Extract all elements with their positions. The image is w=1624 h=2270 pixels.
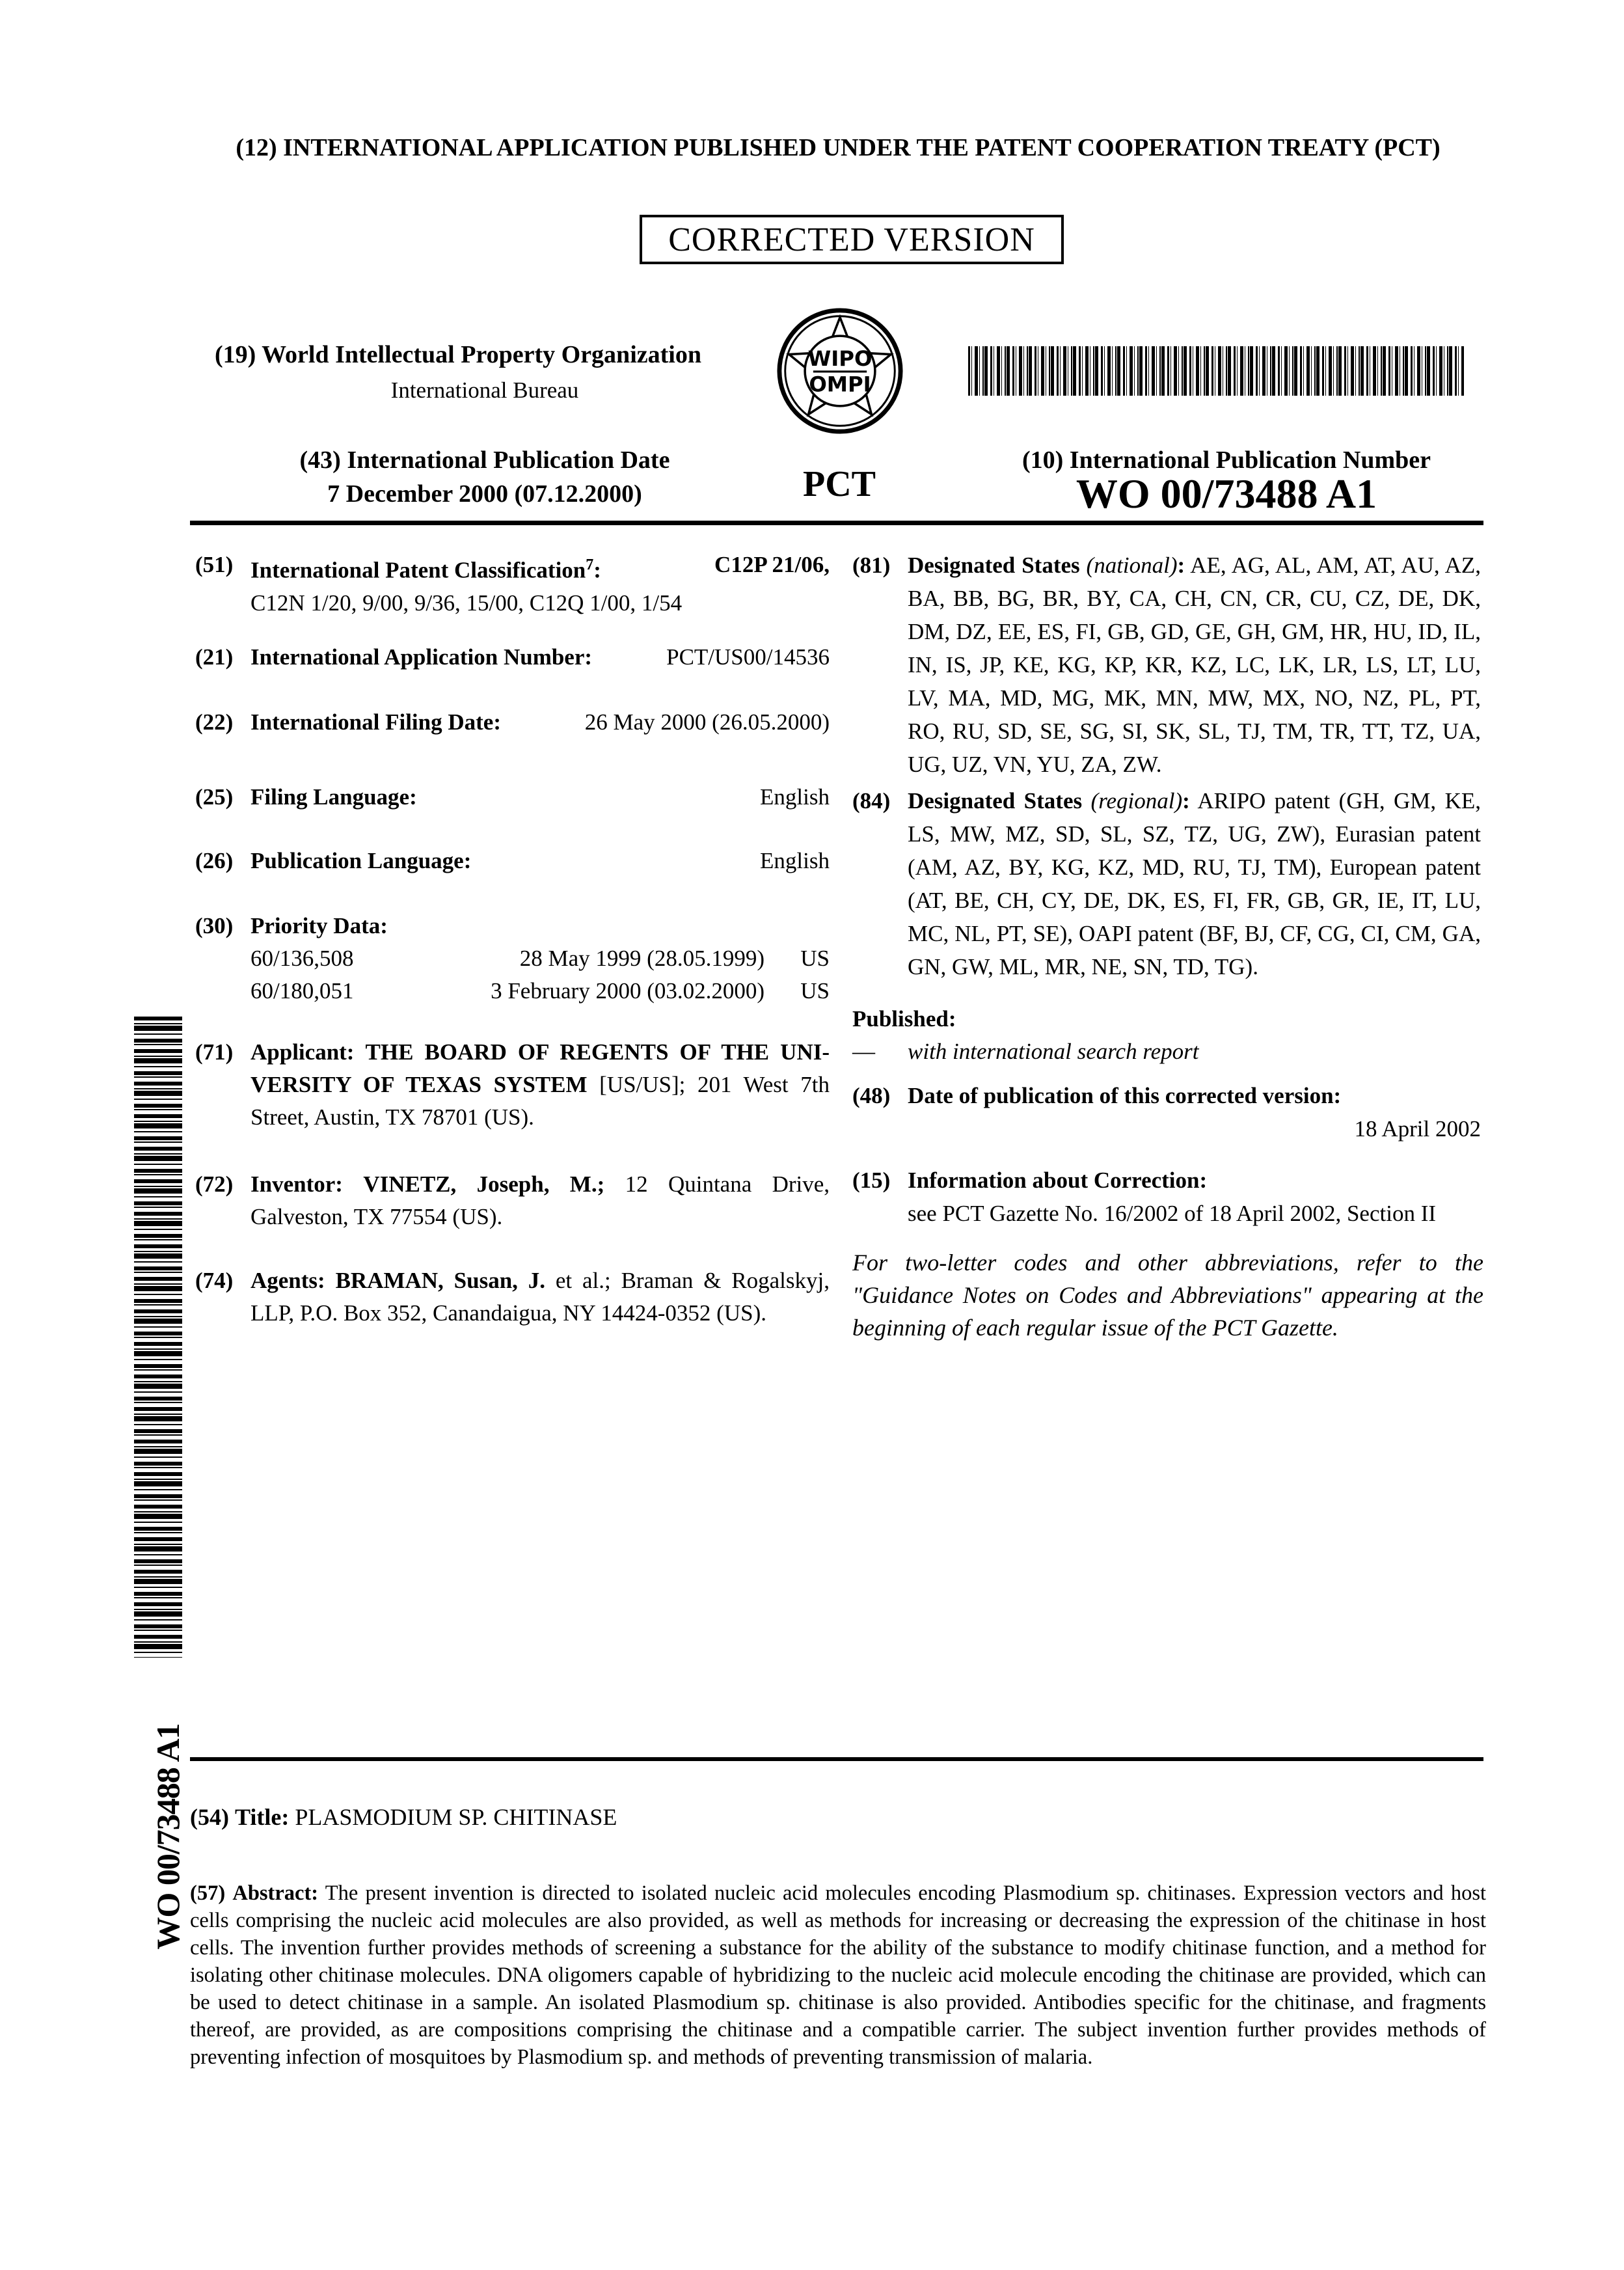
wipo-logo-text-bottom: OMPI <box>809 372 871 397</box>
priority-application-number: 60/180,051 <box>250 978 354 1004</box>
field-value: English <box>760 848 830 873</box>
abstract-field-number: (57) <box>190 1881 226 1905</box>
org-subtitle: International Bureau <box>390 377 579 403</box>
field-15-correction-info <box>852 1164 1481 1230</box>
sidebar-publication-number: WO 00/73488 A1 <box>150 1723 186 1950</box>
field-label: Applicant: <box>250 1039 355 1065</box>
field-81-designated-states-national <box>852 549 1481 781</box>
field-25-filing-language <box>195 781 830 814</box>
designated-states-list: ARIPO patent (GH, GM, KE, LS, MW, MZ, SD, SL, SZ, TZ, UG, ZW), Eurasian patent (AM, AZ, BY, KG, KZ, MD, RU, TJ, TM), European patent (AT, BE, CH, CY, DE, DK, ES, FI, FR, GB, GR, IE, IT, LU, MC, NL, PT, SE), OAPI patent (BF, BJ, CF, CG, CI, CM, GA, GN, GW, ML, MR, NE, SN, TD, TG). <box>908 788 1481 979</box>
publication-number-value: WO 00/73488 A1 <box>1076 471 1377 517</box>
publication-barcode-icon <box>968 346 1464 396</box>
field-label: Date of publication of this corrected version: <box>908 1083 1342 1108</box>
field-label: Designated States <box>908 553 1080 578</box>
field-number: (84) <box>852 788 891 814</box>
abstract-paragraph <box>190 1880 1486 2071</box>
header-divider <box>190 521 1483 525</box>
publication-date-label: (43) International Publication Date <box>299 446 670 474</box>
title-line <box>190 1801 1486 1833</box>
field-label: International Application Number: <box>250 644 593 670</box>
abbreviations-note: For two-letter codes and other abbreviations, refer to the "Guidance Notes on Codes and Abbreviations" appearing at the beginning of each regular issue of the PCT Gazette. <box>852 1250 1483 1341</box>
field-74-agents <box>195 1265 830 1330</box>
pct-label: PCT <box>803 464 876 504</box>
org-name: (19) World Intellectual Property Organization <box>215 341 701 368</box>
field-label: Publication Language: <box>250 848 472 873</box>
field-number: (15) <box>852 1168 891 1193</box>
field-26-publication-language <box>195 845 830 877</box>
field-22-filing-date <box>195 706 830 739</box>
field-scope: (national) <box>1086 553 1178 578</box>
designated-states-list: AE, AG, AL, AM, AT, AU, AZ, BA, BB, BG, BR, BY, CA, CH, CN, CR, CU, CZ, DE, DK, DM, DZ, EE, ES, FI, GB, GD, GE, GH, GM, HR, HU, ID, IL, IN, IS, JP, KE, KG, KP, KR, KZ, LC, LK, LR, LS, LT, LU, LV, MA, MD, MG, MK, MN, MW, MX, NO, NZ, PL, PT, RO, RU, SD, SE, SG, SI, SK, SL, TJ, TM, TR, TT, TZ, UA, UG, UZ, VN, YU, ZA, ZW. <box>908 553 1481 777</box>
field-number: (72) <box>195 1171 234 1197</box>
priority-date: 3 February 2000 (03.02.2000) <box>491 978 765 1004</box>
field-number: (26) <box>195 848 234 873</box>
field-scope: (regional) <box>1090 788 1183 814</box>
agent-address: et al.; Braman & Rogalskyj, LLP, P.O. Box 352, Canandaigua, NY 14424-0352 (US). <box>250 1268 830 1326</box>
title-field-number: (54) <box>190 1804 229 1830</box>
field-number: (81) <box>852 553 891 578</box>
pct-treaty-header: (12) INTERNATIONAL APPLICATION PUBLISHED UNDER THE PATENT COOPERATION TREATY (PCT) <box>236 134 1441 161</box>
corrected-version-box <box>640 215 1064 264</box>
priority-country: US <box>800 946 830 971</box>
publication-date-value: 7 December 2000 (07.12.2000) <box>327 480 642 508</box>
wipo-logo-icon <box>776 305 904 437</box>
field-72-inventor <box>195 1168 830 1233</box>
title-label: Title: <box>234 1804 290 1830</box>
applicant-address: [US/US]; 201 West 7th Street, Austin, TX 78701 (US). <box>250 1072 830 1130</box>
field-label: Priority Data: <box>250 913 388 938</box>
field-label-colon: : <box>593 557 601 583</box>
field-51-classification <box>195 549 830 620</box>
field-value: English <box>760 784 830 810</box>
field-number: (51) <box>195 552 234 577</box>
priority-country: US <box>800 978 830 1004</box>
field-84-designated-states-regional <box>852 784 1481 983</box>
field-number: (74) <box>195 1268 234 1293</box>
field-label: Agents: <box>250 1268 325 1293</box>
field-value: C12P 21/06, <box>714 552 830 577</box>
field-label: Filing Language: <box>250 784 417 810</box>
field-label: Designated States <box>908 788 1083 814</box>
field-label: International Filing Date: <box>250 709 501 735</box>
classification-superscript: 7 <box>586 556 594 573</box>
field-30-priority-data <box>195 910 830 1007</box>
field-number: (25) <box>195 784 234 810</box>
field-label: Information about Correction: <box>908 1168 1208 1193</box>
field-label: Inventor: <box>250 1171 343 1197</box>
field-value: 26 May 2000 (26.05.2000) <box>584 709 830 735</box>
priority-row <box>250 975 830 1007</box>
classification-line2: C12N 1/20, 9/00, 9/36, 15/00, C12Q 1/00, 1/54 <box>250 590 683 616</box>
field-71-applicant <box>195 1036 830 1134</box>
priority-date: 28 May 1999 (28.05.1999) <box>519 946 765 971</box>
published-item <box>852 1035 1481 1068</box>
wipo-logo-graphic <box>776 305 904 437</box>
field-value: PCT/US00/14536 <box>666 644 830 670</box>
field-48-corrected-publication-date <box>852 1079 1481 1145</box>
abstract-text: The present invention is directed to isolated nucleic acid molecules encoding Plasmodium sp. chitinases. Expression vectors and host cells comprising the nucleic acid molecules are also provided, as well as methods for increasing or decreasing the expression of the chitinase in host cells. The invention further provides methods of screening a substance for the ability of the substance to modify chitinase function, and a method for isolating other chitinase molecules. DNA oligomers capable of hybridizing to the nucleic acid molecule encoding the chitinase are provided, which can be used to detect chitinase in a sample. An isolated Plasmodium sp. chitinase is also provided. Antibodies specific for the chitinase, and fragments thereof, are provided, as are compositions comprising the chitinase and a compatible carrier. The subject invention further provides methods of preventing infection of mosquitoes by Plasmodium sp. and methods of preventing transmission of malaria. <box>190 1881 1487 2069</box>
field-value: see PCT Gazette No. 16/2002 of 18 April 2002, Section II <box>908 1201 1437 1226</box>
abstract-label: Abstract: <box>232 1881 319 1905</box>
agent-name: BRAMAN, Susan, J. <box>335 1268 546 1293</box>
title-divider <box>190 1757 1483 1761</box>
field-number: (71) <box>195 1039 234 1065</box>
field-number: (30) <box>195 913 234 938</box>
field-number: (48) <box>852 1083 891 1108</box>
inventor-address: 12 Quintana Drive, Galveston, TX 77554 (US). <box>250 1171 830 1229</box>
field-value: 18 April 2002 <box>1354 1116 1481 1142</box>
field-number: (21) <box>195 644 234 670</box>
published-text: with international search report <box>908 1039 1199 1064</box>
field-number: (22) <box>195 709 234 735</box>
corrected-version-label: CORRECTED VERSION <box>668 221 1035 258</box>
inventor-name: VINETZ, Joseph, M.; <box>363 1171 605 1197</box>
publication-number-label: (10) International Publication Number <box>1022 446 1431 474</box>
field-label-colon: : <box>1182 788 1190 814</box>
field-21-application-number <box>195 641 830 674</box>
published-heading: Published: <box>852 1006 956 1032</box>
applicant-name: THE BOARD OF REGENTS OF THE UNI-VERSITY OF TEXAS SYSTEM <box>250 1039 830 1097</box>
published-dash: — <box>852 1039 875 1064</box>
field-label-colon: : <box>1177 553 1185 578</box>
wipo-logo-text-top: WIPO <box>807 346 873 372</box>
priority-application-number: 60/136,508 <box>250 946 354 971</box>
sidebar-barcode-icon <box>134 1017 182 1658</box>
priority-row <box>250 942 830 975</box>
title-value: PLASMODIUM SP. CHITINASE <box>295 1804 617 1830</box>
field-label: International Patent Classification <box>250 557 586 583</box>
